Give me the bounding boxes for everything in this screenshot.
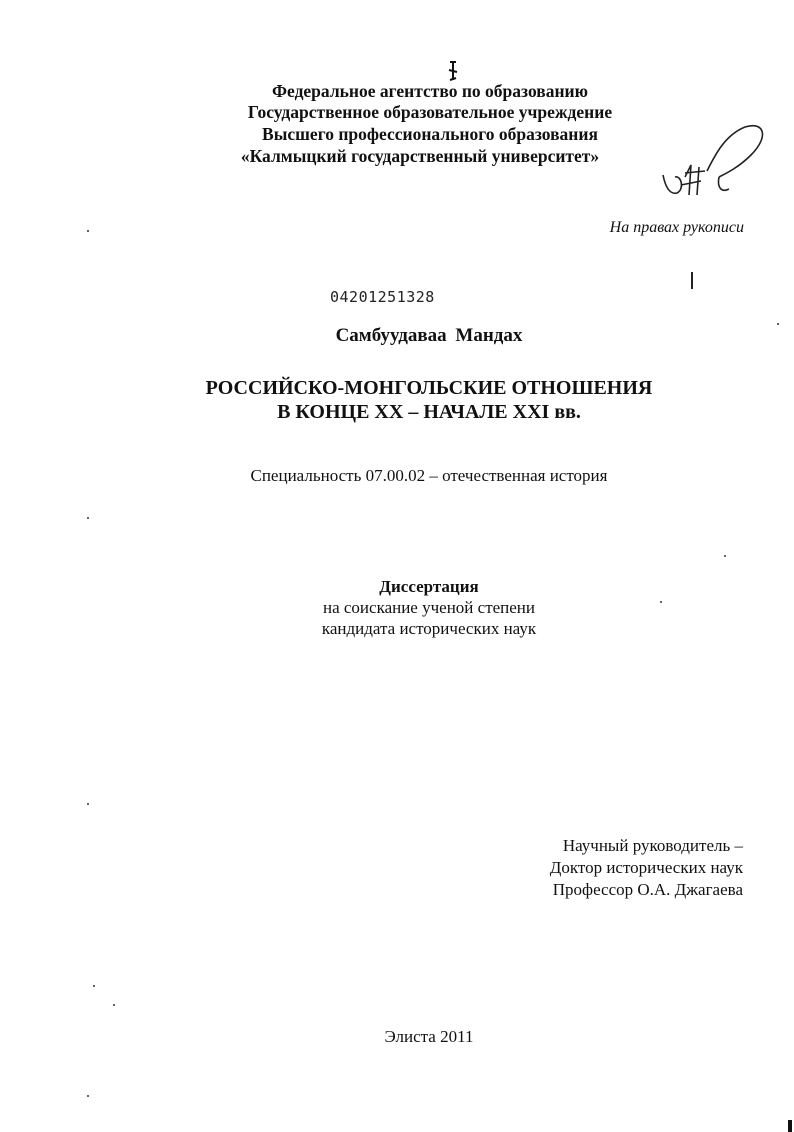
dissertation-title-line2: В КОНЦЕ XX – НАЧАЛЕ XXI вв. [277, 401, 581, 423]
scan-speck [777, 323, 779, 325]
dissertation-title-line1: РОССИЙСКО-МОНГОЛЬСКИЕ ОТНОШЕНИЯ [205, 377, 653, 399]
scan-speck [87, 803, 89, 805]
manuscript-rights-note: На правах рукописи [609, 219, 744, 236]
advisor-title: Научный руководитель – [562, 836, 743, 855]
scan-speck [93, 985, 95, 987]
signature-icon [655, 115, 775, 205]
top-mark-icon [447, 60, 459, 82]
header-education-level: Высшего профессионального образования [262, 124, 598, 144]
dissertation-heading: Диссертация [379, 577, 479, 596]
specialty: Специальность 07.00.02 – отечественная история [250, 466, 608, 485]
scan-speck [87, 230, 89, 232]
scan-speck [113, 1004, 115, 1006]
registration-code: 04201251328 [330, 288, 435, 306]
city-year: Элиста 2011 [384, 1027, 474, 1046]
scan-edge-mark [788, 1120, 792, 1132]
author-name: Самбуудаваа Мандах [335, 325, 523, 346]
advisor-degree: Доктор исторических наук [549, 858, 743, 877]
scan-speck [660, 601, 662, 603]
scan-speck [87, 1095, 89, 1097]
dissertation-degree-line: на соискание ученой степени [322, 598, 536, 617]
scan-speck [724, 555, 726, 557]
header-institution-type: Государственное образовательное учреждение [247, 102, 613, 122]
header-university: «Калмыцкий государственный университет» [240, 146, 600, 166]
advisor-name: Профессор О.А. Джагаева [552, 880, 743, 899]
header-agency: Федеральное агентство по образованию [272, 81, 588, 101]
margin-mark [691, 272, 693, 289]
scan-speck [87, 517, 89, 519]
dissertation-field-line: кандидата исторических наук [321, 619, 537, 638]
